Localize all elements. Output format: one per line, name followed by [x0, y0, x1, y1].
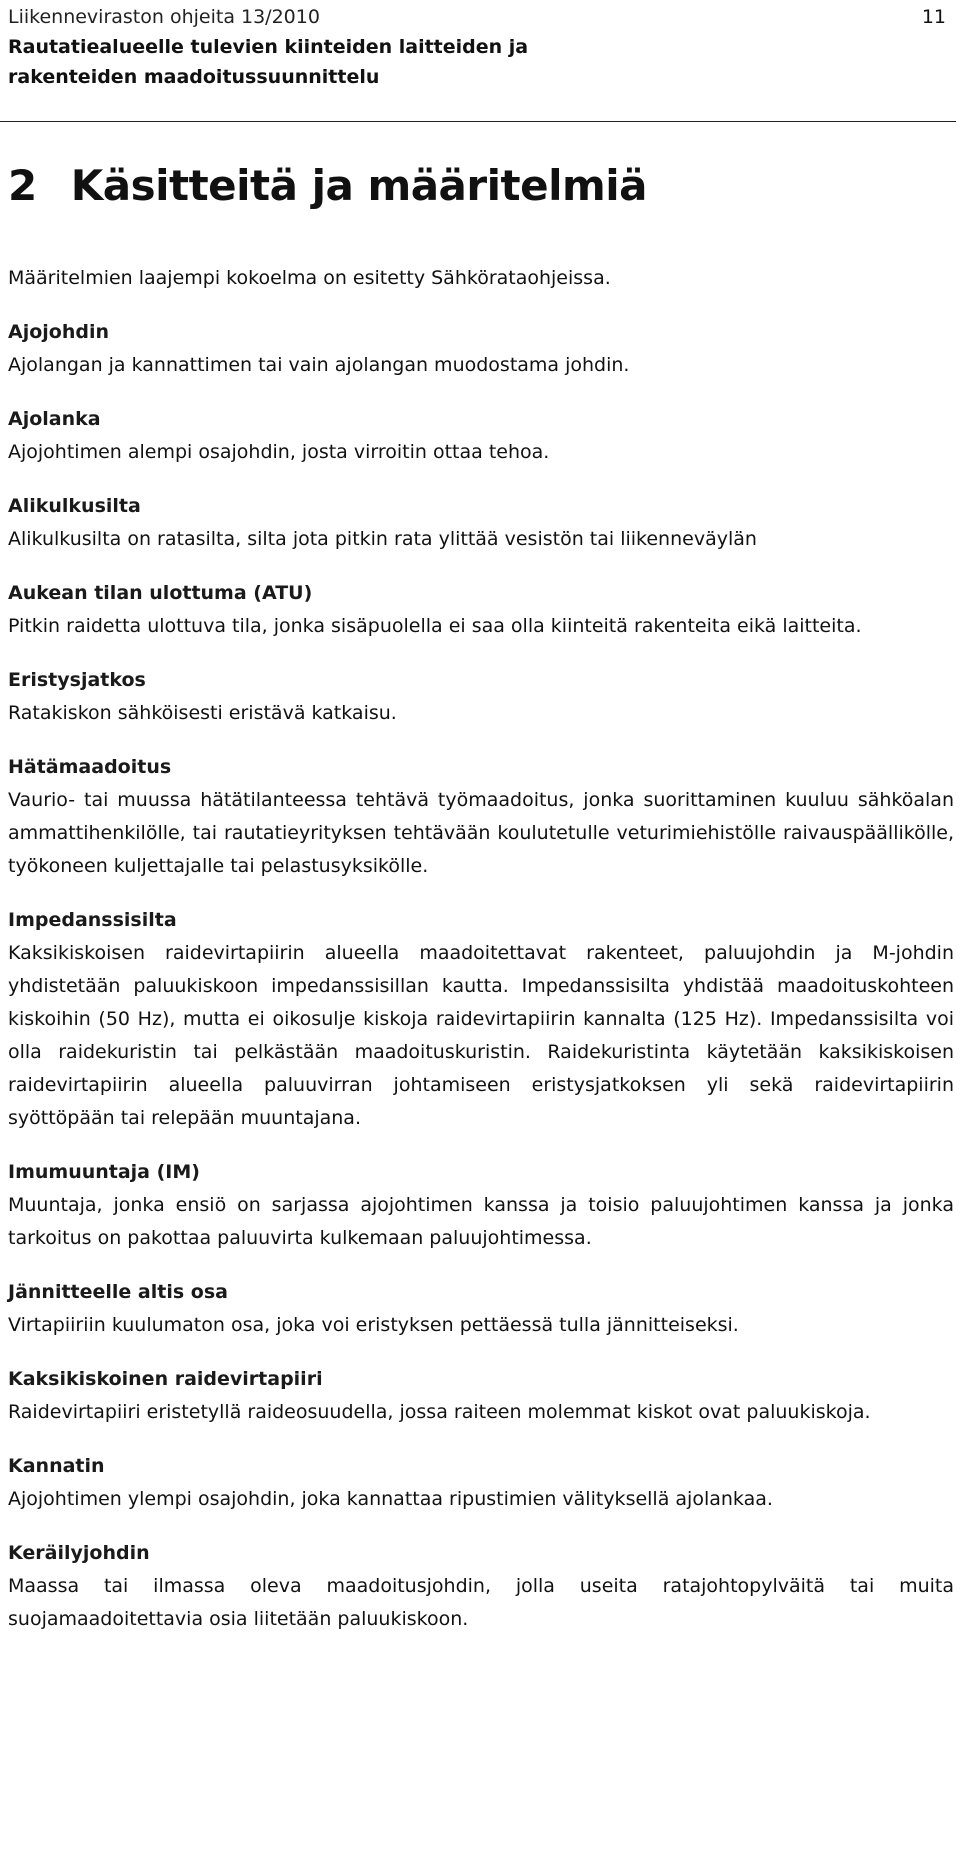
page-number: 11	[921, 6, 946, 28]
term-kaksikiskoinen-raidevirtapiiri	[8, 1363, 954, 1429]
term-definition: Muuntaja, jonka ensiö on sarjassa ajojohtimen kanssa ja toisio paluujohtimen kanssa ja jonka tarkoitus on pakottaa paluuvirta kulkemaan paluujohtimessa.	[8, 1194, 954, 1249]
term-jannitteelle-altis-osa	[8, 1276, 954, 1342]
intro-paragraph: Määritelmien laajempi kokoelma on esitetty Sähkörataohjeissa.	[8, 267, 611, 289]
term-definition: Kaksikiskoisen raidevirtapiirin alueella maadoitettavat rakenteet, paluujohdin ja M-johdin yhdistetään paluukiskoon impedanssisillan kautta. Impedanssisilta yhdistää maadoituskohteen kiskoihin (50 Hz), mutta ei oikosulje kiskoja raidevirtapiirin kannalta (125 Hz). Impedanssisilta voi olla raidekuristin tai pelkästään maadoituskuristin. Raidekuristinta käytetään kaksikiskoisen raidevirtapiirin alueella paluuvirran johtamiseen eristysjatkoksen yli sekä raidevirtapiirin syöttöpään tai relepään muuntajana.	[8, 942, 954, 1129]
term-definition: Ratakiskon sähköisesti eristävä katkaisu.	[8, 702, 397, 724]
term-definition: Vaurio- tai muussa hätätilanteessa tehtävä työmaadoitus, jonka suorittaminen kuuluu sähköalan ammattihenkilölle, tai rautatieyrityksen tehtävään koulutetulle veturimiehistölle raivauspäällikölle, työkoneen kuljettajalle tai pelastusyksikölle.	[8, 789, 954, 877]
term-title: Imumuuntaja (IM)	[8, 1161, 200, 1183]
term-aukean-tilan-ulottuma	[8, 577, 954, 643]
term-title: Ajolanka	[8, 408, 101, 430]
document-info	[8, 2, 528, 92]
term-title: Alikulkusilta	[8, 495, 141, 517]
document-title-line2: rakenteiden maadoitussuunnittelu	[8, 66, 380, 88]
document-title-line1: Rautatiealueelle tulevien kiinteiden laitteiden ja	[8, 36, 529, 58]
term-title: Ajojohdin	[8, 321, 110, 343]
term-definition: Virtapiiriin kuulumaton osa, joka voi eristyksen pettäessä tulla jännitteiseksi.	[8, 1314, 739, 1336]
term-definition: Ajojohtimen ylempi osajohdin, joka kannattaa ripustimien välityksellä ajolankaa.	[8, 1488, 773, 1510]
term-title: Jännitteelle altis osa	[8, 1281, 228, 1303]
term-ajolanka	[8, 403, 954, 469]
term-impedanssisilta	[8, 904, 954, 1135]
term-title: Eristysjatkos	[8, 669, 146, 691]
term-title: Kannatin	[8, 1455, 105, 1477]
term-title: Aukean tilan ulottuma (ATU)	[8, 582, 313, 604]
page-header	[0, 0, 956, 122]
term-title: Kaksikiskoinen raidevirtapiiri	[8, 1368, 323, 1390]
term-alikulkusilta	[8, 490, 954, 556]
publication-series: Liikenneviraston ohjeita 13/2010	[8, 6, 320, 28]
term-definition: Maassa tai ilmassa oleva maadoitusjohdin, jolla useita ratajohtopylväitä tai muita suojamaadoitettavia osia liitetään paluukiskoon.	[8, 1575, 954, 1630]
term-ajojohdin	[8, 316, 954, 382]
term-title: Hätämaadoitus	[8, 756, 172, 778]
document-body	[8, 262, 954, 1657]
term-kannatin	[8, 1450, 954, 1516]
term-eristysjatkos	[8, 664, 954, 730]
term-title: Impedanssisilta	[8, 909, 177, 931]
term-title: Keräilyjohdin	[8, 1542, 150, 1564]
term-imumuuntaja	[8, 1156, 954, 1255]
term-definition: Ajolangan ja kannattimen tai vain ajolangan muodostama johdin.	[8, 354, 630, 376]
term-definition: Pitkin raidetta ulottuva tila, jonka sisäpuolella ei saa olla kiinteitä rakenteita eikä laitteita.	[8, 615, 862, 637]
chapter-title: Käsitteitä ja määritelmiä	[70, 161, 647, 210]
term-kerailyjohdin	[8, 1537, 954, 1636]
term-hatamaadoitus	[8, 751, 954, 883]
chapter-number: 2	[8, 161, 37, 210]
term-definition: Ajojohtimen alempi osajohdin, josta virroitin ottaa tehoa.	[8, 441, 550, 463]
term-definition: Raidevirtapiiri eristetyllä raideosuudella, jossa raiteen molemmat kiskot ovat paluukiskoja.	[8, 1401, 871, 1423]
term-definition: Alikulkusilta on ratasilta, silta jota pitkin rata ylittää vesistön tai liikenneväylän	[8, 528, 757, 550]
chapter-heading	[8, 160, 647, 212]
